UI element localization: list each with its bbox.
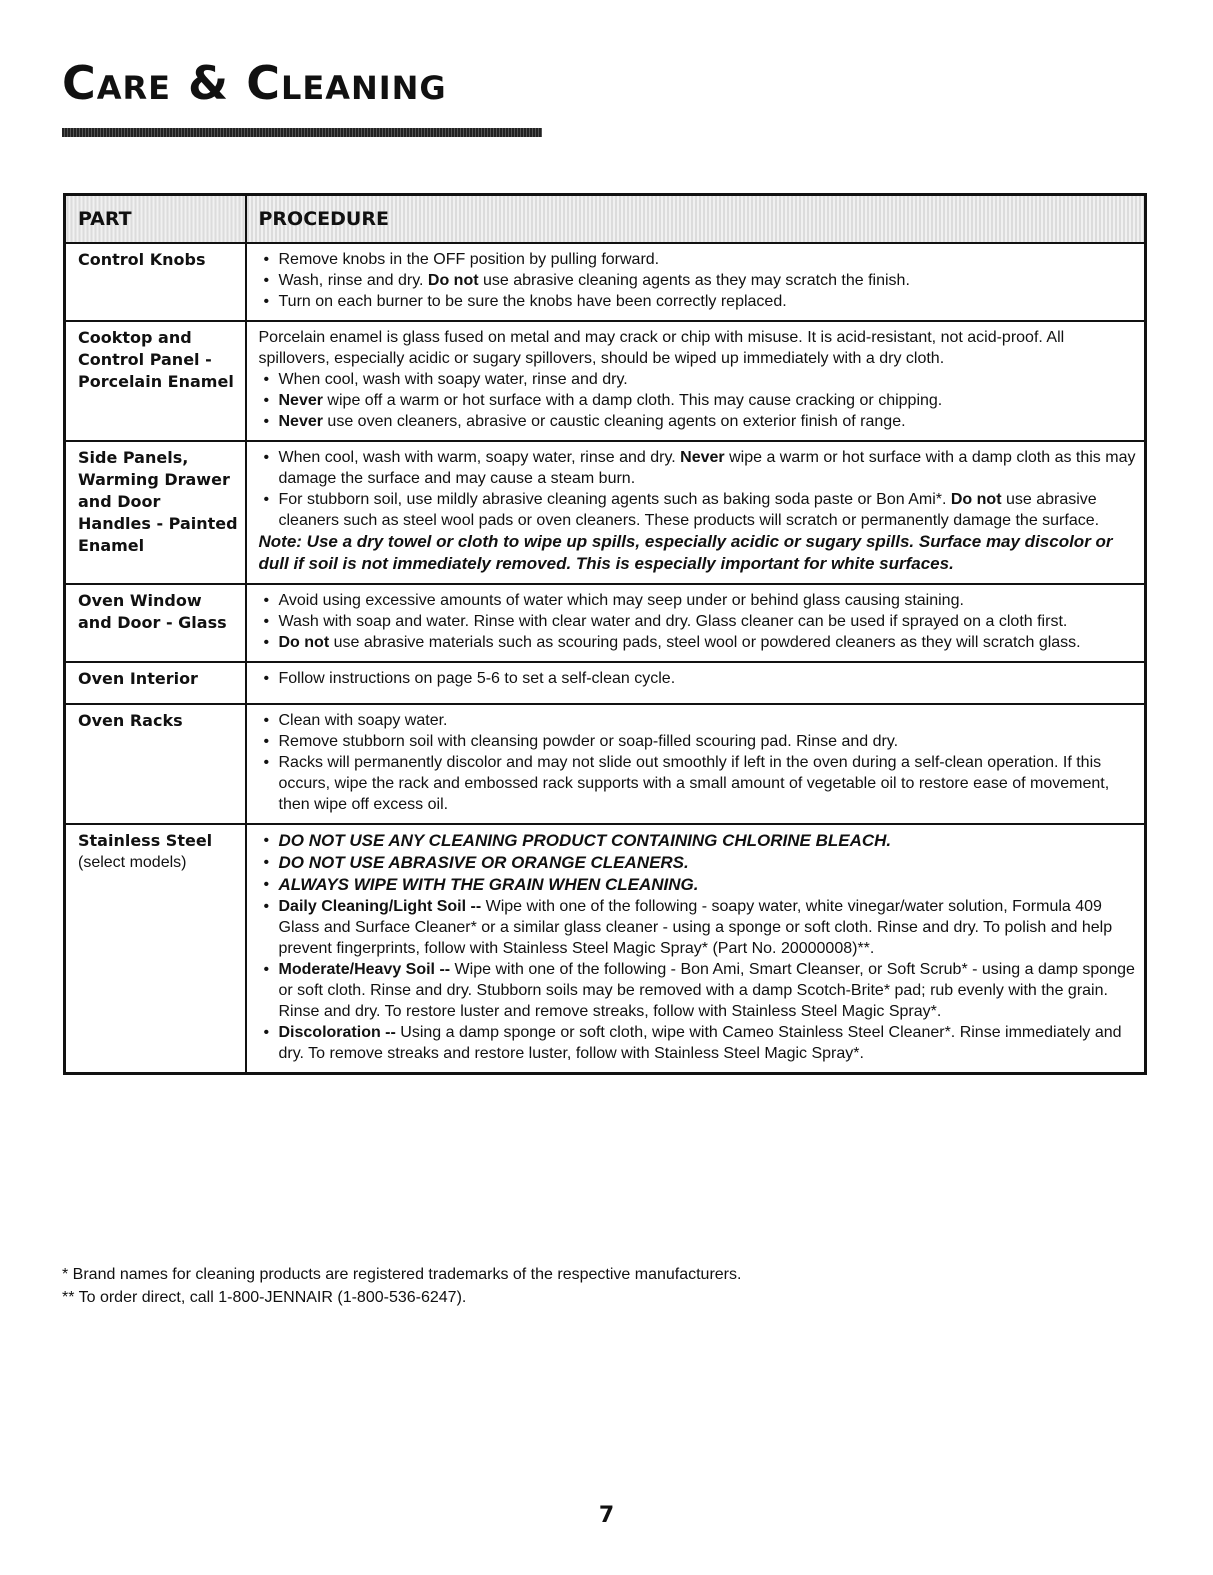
list-item xyxy=(259,249,1139,270)
list-item xyxy=(259,1022,1139,1064)
procedure-list xyxy=(259,447,1139,531)
header-part: PART xyxy=(65,195,246,244)
table-row xyxy=(65,584,1146,662)
title-underline xyxy=(62,128,542,137)
list-item xyxy=(259,830,1139,852)
warning-text: DO NOT USE ABRASIVE OR ORANGE CLEANERS. xyxy=(278,853,689,872)
bullet-emphasis: Never xyxy=(278,392,323,409)
part-cell: Cooktop and Control Panel - Porcelain Enamel xyxy=(65,321,246,441)
procedure-cell xyxy=(246,441,1146,584)
procedure-intro: Porcelain enamel is glass fused on metal and may crack or chip with misuse. It is acid-resistant, not acid-proof. All spillovers, especially acidic or sugary spillovers, should be wiped up immediately with a dry cloth. xyxy=(258,329,1065,367)
bullet-text: Wash with soap and water. Rinse with clear water and dry. Glass cleaner can be used if sprayed on a cloth first. xyxy=(278,613,1068,630)
procedure-cell xyxy=(246,704,1146,824)
part-cell: Side Panels, Warming Drawer and Door Handles - Painted Enamel xyxy=(65,441,246,584)
procedure-list xyxy=(259,249,1139,312)
list-item xyxy=(259,489,1139,531)
bullet-text: Wipe with one of the following - soapy water, white vinegar/water solution, Formula 409 Glass and Surface Cleaner* or a similar glass cleaner - using a sponge or soft cloth. Rinse and dry. To polish and help prevent fingerprints, follow with Stainless Steel Magic Spray* (Part No. 20000008)**. xyxy=(278,898,1113,957)
title-word-care: Care xyxy=(62,56,172,110)
list-item xyxy=(259,611,1139,632)
list-item xyxy=(259,668,1139,689)
note-text: Note: Use a dry towel or cloth to wipe up spills, especially acidic or sugary spills. Surface may discolor or dull if soil is not immediately removed. This is especially important for white surfaces. xyxy=(258,532,1113,573)
part-cell: Oven Interior xyxy=(65,662,246,704)
procedure-list xyxy=(259,590,1139,653)
table-row xyxy=(65,321,1146,441)
bullet-emphasis: Daily Cleaning/Light Soil -- xyxy=(278,898,482,915)
part-cell: Oven Window and Door - Glass xyxy=(65,584,246,662)
care-cleaning-table xyxy=(63,193,1147,1075)
warning-text: DO NOT USE ANY CLEANING PRODUCT CONTAINING CHLORINE BLEACH. xyxy=(278,831,892,850)
part-cell: Oven Racks xyxy=(65,704,246,824)
bullet-text: For stubborn soil, use mildly abrasive cleaning agents such as baking soda paste or Bon Ami*. xyxy=(278,491,951,508)
bullet-text: Wipe with one of the following - Bon Ami, Smart Cleanser, or Soft Scrub* - using a damp sponge or soft cloth. Rinse and dry. Stubborn soils may be removed with a damp Scotch-Brite* pad; rub evenly with the grain. Rinse and dry. To restore luster and remove streaks, follow with Stainless Steel Magic Spray*. xyxy=(278,961,1135,1020)
page-number: 7 xyxy=(598,1503,615,1528)
bullet-text: Wash, rinse and dry. xyxy=(278,272,428,289)
list-item xyxy=(259,959,1139,1022)
bullet-text: When cool, wash with warm, soapy water, rinse and dry. xyxy=(278,449,681,466)
part-sublabel: (select models) xyxy=(78,854,187,871)
procedure-cell xyxy=(246,662,1146,704)
bullet-text: Racks will permanently discolor and may not slide out smoothly if left in the oven during a self-clean operation. If this occurs, wipe the rack and embossed rack supports with a small amount of vegetable oil to restore ease of movement, then wipe off excess oil. xyxy=(278,754,1110,813)
table-row xyxy=(65,441,1146,584)
list-item xyxy=(259,447,1139,489)
list-item xyxy=(259,852,1139,874)
part-label: Stainless Steel xyxy=(78,831,213,850)
list-item xyxy=(259,731,1139,752)
procedure-list xyxy=(259,830,1139,1064)
footnotes xyxy=(62,1263,741,1309)
bullet-text: When cool, wash with soapy water, rinse and dry. xyxy=(278,371,628,388)
title-word-cleaning: Cleaning xyxy=(246,56,447,110)
warning-text: ALWAYS WIPE WITH THE GRAIN WHEN CLEANING. xyxy=(278,875,699,894)
procedure-list xyxy=(259,710,1139,815)
list-item xyxy=(259,270,1139,291)
table-header-row xyxy=(65,195,1146,244)
part-cell: Control Knobs xyxy=(65,243,246,321)
list-item xyxy=(259,411,1139,432)
list-item xyxy=(259,874,1139,896)
procedure-cell xyxy=(246,243,1146,321)
table-row xyxy=(65,824,1146,1074)
page-title xyxy=(62,56,447,110)
list-item xyxy=(259,590,1139,611)
bullet-emphasis: Never xyxy=(680,449,725,466)
list-item xyxy=(259,896,1139,959)
list-item xyxy=(259,710,1139,731)
procedure-cell xyxy=(246,824,1146,1074)
procedure-list xyxy=(259,668,1139,689)
bullet-text: Clean with soapy water. xyxy=(278,712,448,729)
bullet-text: Turn on each burner to be sure the knobs have been correctly replaced. xyxy=(278,293,787,310)
bullet-emphasis: Discoloration -- xyxy=(278,1024,396,1041)
bullet-emphasis: Do not xyxy=(427,272,479,289)
part-cell xyxy=(65,824,246,1074)
bullet-text: wipe a warm or hot surface with a damp cloth as this may damage the surface and may cause a steam burn. xyxy=(278,449,1136,487)
list-item xyxy=(259,390,1139,411)
procedure-cell xyxy=(246,584,1146,662)
bullet-emphasis: Moderate/Heavy Soil -- xyxy=(278,961,451,978)
bullet-text: use abrasive cleaning agents as they may scratch the finish. xyxy=(478,272,910,289)
title-ampersand: & xyxy=(188,56,230,110)
procedure-list xyxy=(259,369,1139,432)
bullet-emphasis: Do not xyxy=(950,491,1002,508)
bullet-text: Follow instructions on page 5-6 to set a self-clean cycle. xyxy=(278,670,676,687)
bullet-emphasis: Do not xyxy=(278,634,330,651)
bullet-text: use abrasive cleaners such as steel wool pads or oven cleaners. These products will scratch or permanently damage the surface. xyxy=(278,491,1100,529)
bullet-emphasis: Never xyxy=(278,413,323,430)
table-row xyxy=(65,662,1146,704)
bullet-text: Remove knobs in the OFF position by pulling forward. xyxy=(278,251,660,268)
bullet-text: use abrasive materials such as scouring pads, steel wool or powdered cleaners as they will scratch glass. xyxy=(329,634,1081,651)
footnote: * Brand names for cleaning products are registered trademarks of the respective manufacturers. xyxy=(62,1266,742,1283)
table-row xyxy=(65,704,1146,824)
bullet-text: Using a damp sponge or soft cloth, wipe with Cameo Stainless Steel Cleaner*. Rinse immediately and dry. To remove streaks and restore luster, follow with Stainless Steel Magic Spray*. xyxy=(278,1024,1122,1062)
bullet-text: Avoid using excessive amounts of water which may seep under or behind glass causing staining. xyxy=(278,592,964,609)
bullet-text: use oven cleaners, abrasive or caustic cleaning agents on exterior finish of range. xyxy=(322,413,906,430)
list-item xyxy=(259,752,1139,815)
list-item xyxy=(259,632,1139,653)
footnote: ** To order direct, call 1-800-JENNAIR (1-800-536-6247). xyxy=(62,1289,467,1306)
table-row xyxy=(65,243,1146,321)
list-item xyxy=(259,369,1139,390)
bullet-text: wipe off a warm or hot surface with a damp cloth. This may cause cracking or chipping. xyxy=(322,392,943,409)
bullet-text: Remove stubborn soil with cleansing powder or soap-filled scouring pad. Rinse and dry. xyxy=(278,733,899,750)
list-item xyxy=(259,291,1139,312)
header-procedure: PROCEDURE xyxy=(246,195,1146,244)
procedure-cell xyxy=(246,321,1146,441)
